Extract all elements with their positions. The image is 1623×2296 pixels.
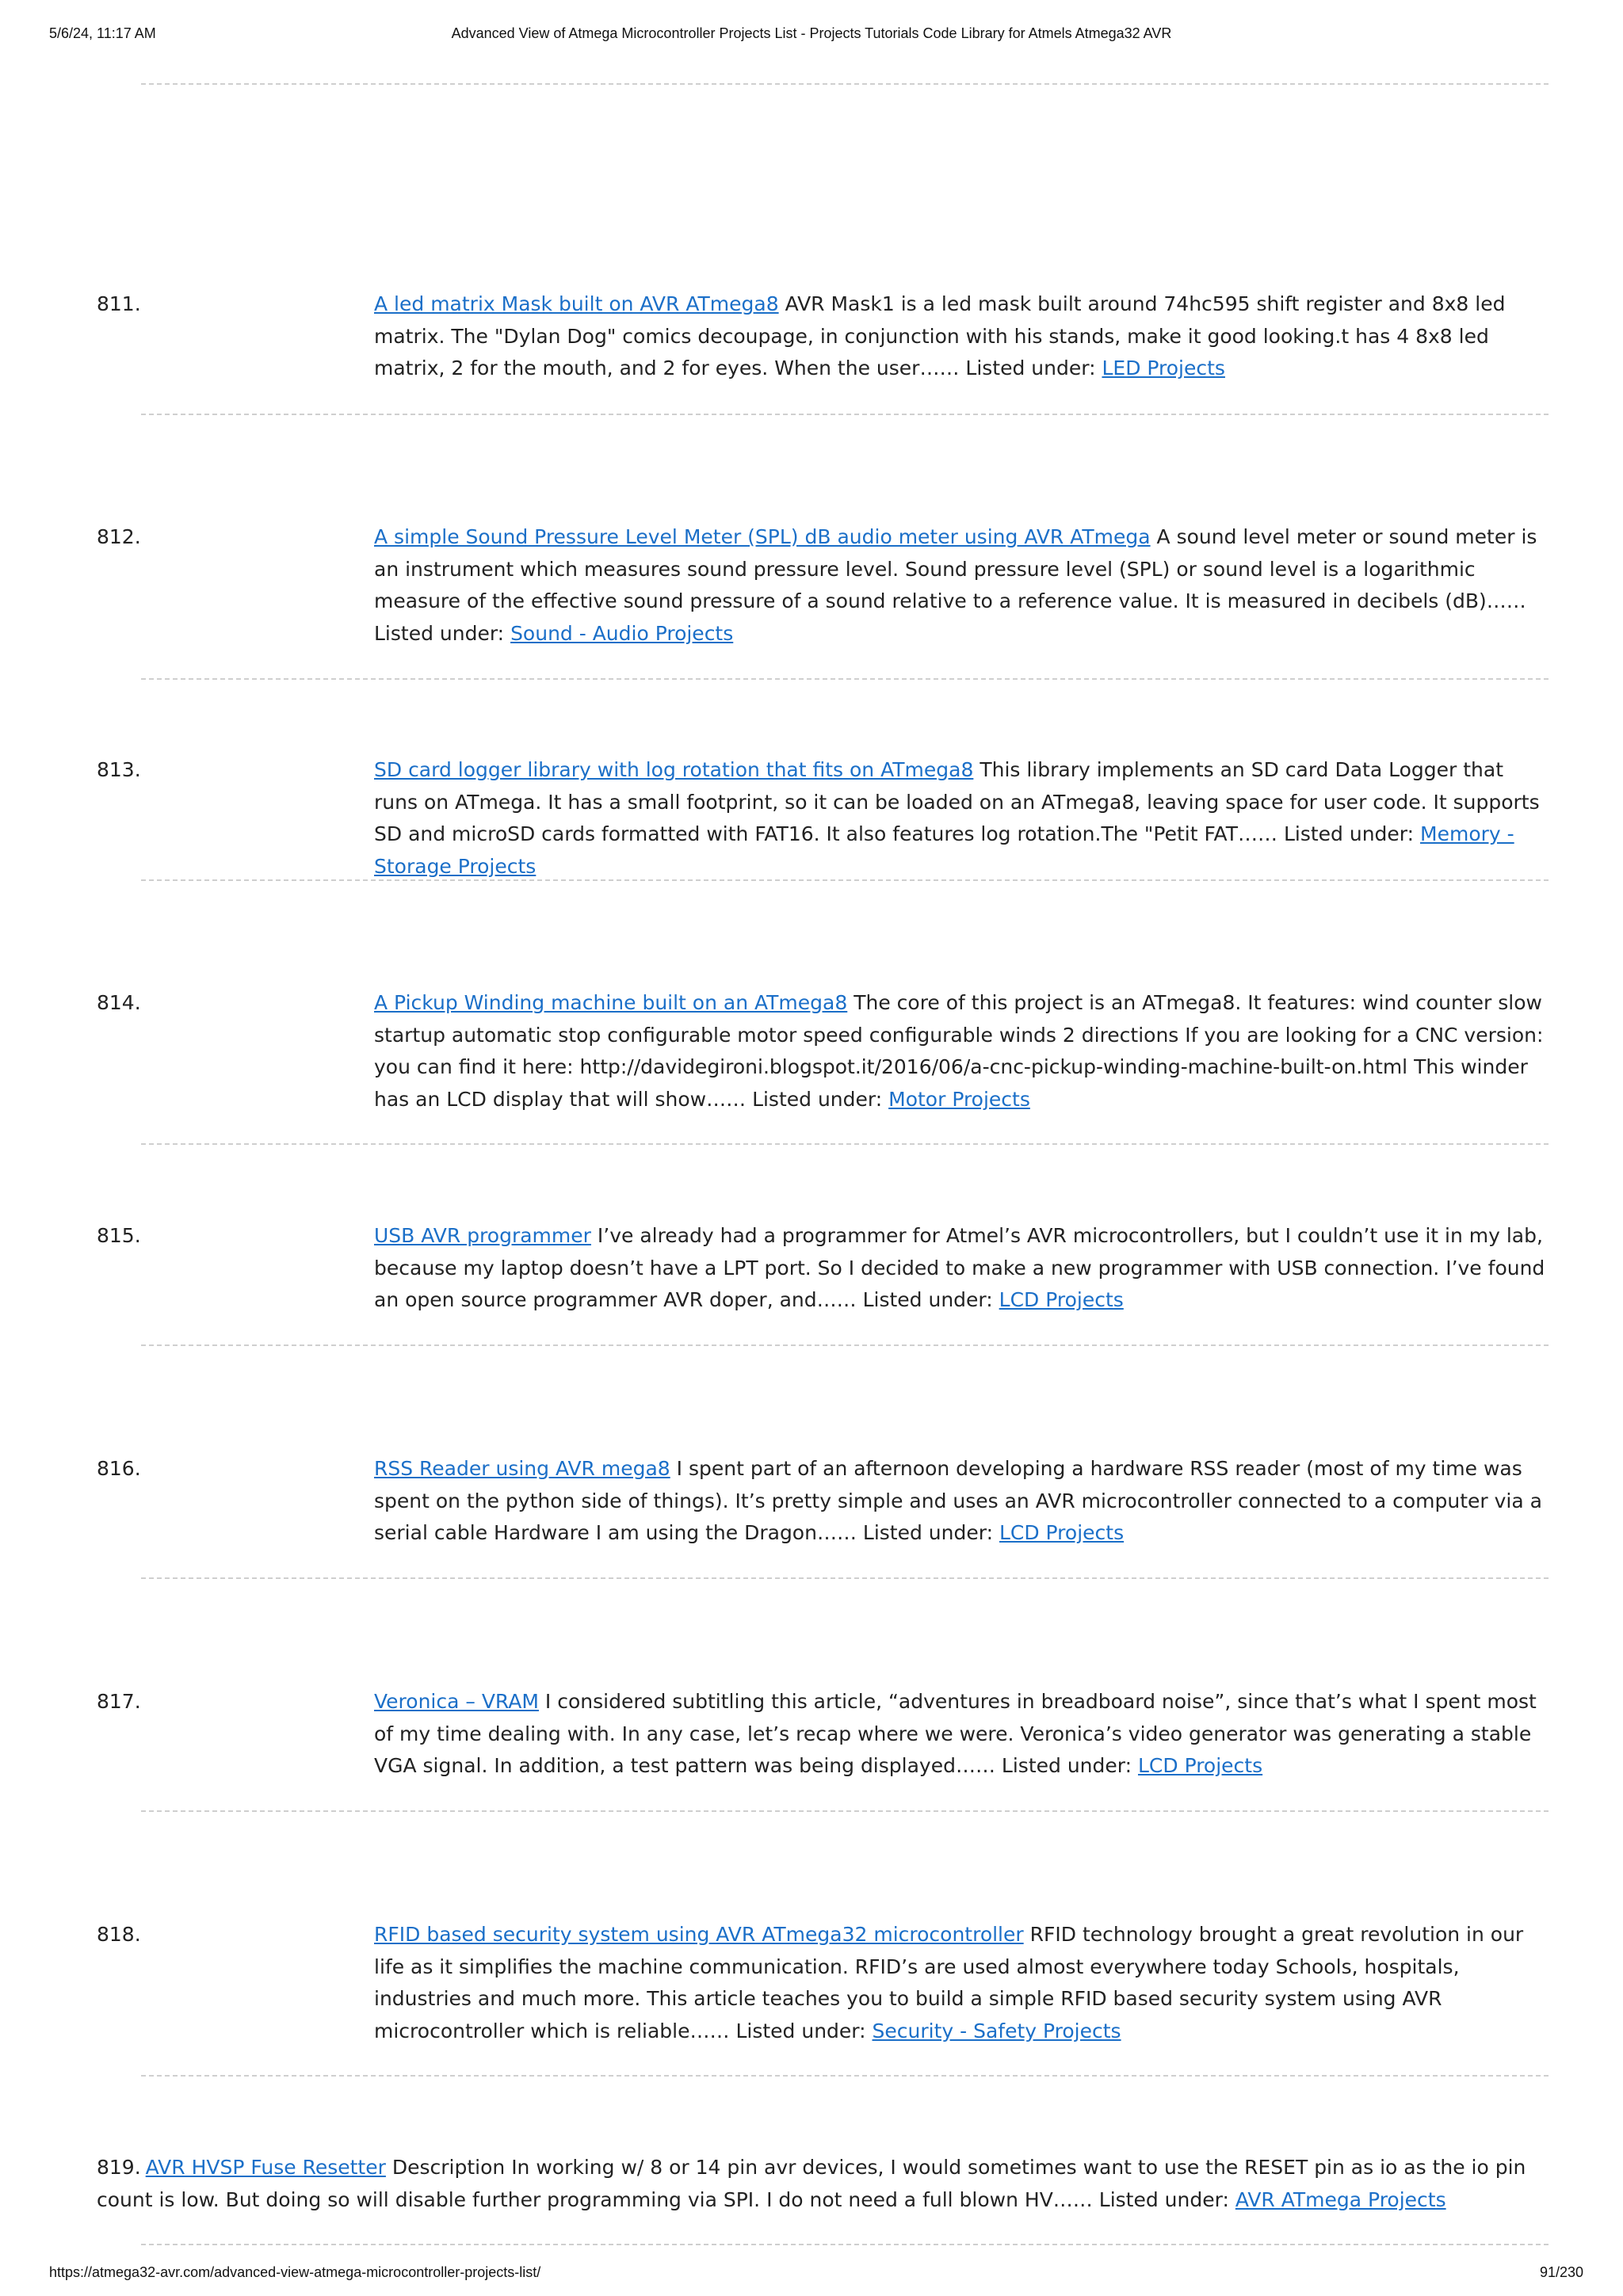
project-title-link[interactable]: RFID based security system using AVR ATmega32 microcontroller xyxy=(374,1923,1024,1946)
divider xyxy=(141,83,1549,85)
divider xyxy=(141,414,1549,415)
listed-under-label: Listed under: xyxy=(1098,2187,1229,2211)
item-description: AVR Mask1 is a led mask built around 74hc595 shift register and 8x8 led matrix. The "Dylan Dog" comics decoupage, in conjunction with his stands, make it good looking.t has 4 8x8 led matrix, 2 for the mouth, and 2 for eyes. When the user…… xyxy=(374,292,1506,379)
item-description: The core of this project is an ATmega8. It features: wind counter slow startup automatic stop configurable motor speed configurable winds 2 directions If you are looking for a CNC version: you can find it here: http://davidegironi.blogspot.it/2016/06/a-cnc-pickup-winding-machine-built-on.html This winder has an LCD display that will show…… xyxy=(374,991,1544,1111)
listed-under-label: Listed under: xyxy=(862,1521,994,1544)
category-link[interactable]: LCD Projects xyxy=(999,1288,1124,1311)
print-url: https://atmega32-avr.com/advanced-view-atmega-microcontroller-projects-list/ xyxy=(49,2264,541,2280)
listed-under-label: Listed under: xyxy=(752,1087,883,1111)
item-description-block xyxy=(374,987,1549,1116)
item-number: 815. xyxy=(97,1224,141,1247)
divider xyxy=(141,1344,1549,1346)
item-description-block xyxy=(374,288,1549,385)
listed-under-label: Listed under: xyxy=(862,1288,993,1311)
print-page-title: Advanced View of Atmega Microcontroller Projects List - Projects Tutorials Code Library for Atmels Atmega32 AVR xyxy=(451,25,1172,41)
item-description: This library implements an SD card Data Logger that runs on ATmega. It has a small footprint, so it can be loaded on an ATmega8, leaving space for user code. It supports SD and microSD cards formatted with FAT16. It also features log rotation.The "Petit FAT…… xyxy=(374,758,1540,845)
item-description: I spent part of an afternoon developing a hardware RSS reader (most of my time was spent on the python side of things). It’s pretty simple and uses an AVR microcontroller connected to a computer via a serial cable Hardware I am using the Dragon…… xyxy=(374,1457,1542,1544)
project-title-link[interactable]: A simple Sound Pressure Level Meter (SPL) dB audio meter using AVR ATmega xyxy=(374,525,1151,548)
divider xyxy=(141,879,1549,881)
item-description: RFID technology brought a great revolution in our life as it simplifies the machine communication. RFID’s are used almost everywhere today Schools, hospitals, industries and much more. This article teaches you to build a simple RFID based security system using AVR microcontroller which is reliable…… xyxy=(374,1923,1524,2042)
project-title-link[interactable]: A Pickup Winding machine built on an ATmega8 xyxy=(374,991,848,1014)
item-number: 816. xyxy=(97,1457,141,1480)
item-description: I considered subtitling this article, “adventures in breadboard noise”, since that’s what I spent most of my time dealing with. In any case, let’s recap where we were. Veronica’s video generator was generating a stable VGA signal. In addition, a test pattern was being displayed…… xyxy=(374,1690,1537,1777)
category-link[interactable]: Motor Projects xyxy=(888,1087,1030,1111)
print-datetime: 5/6/24, 11:17 AM xyxy=(49,25,156,41)
category-link[interactable]: LCD Projects xyxy=(999,1521,1125,1544)
item-description-block xyxy=(374,1453,1549,1550)
item-number: 811. xyxy=(97,292,141,315)
project-title-link[interactable]: A led matrix Mask built on AVR ATmega8 xyxy=(374,292,779,315)
item-number: 817. xyxy=(97,1690,141,1713)
item-number: 814. xyxy=(97,991,141,1014)
item-description-block xyxy=(374,1919,1549,2047)
listed-under-label: Listed under: xyxy=(735,2019,866,2042)
item-description: I’ve already had a programmer for Atmel’s AVR microcontrollers, but I couldn’t use it in my lab, because my laptop doesn’t have a LPT port. So I decided to make a new programmer with USB connection. I’ve found an open source programmer AVR doper, and…… xyxy=(374,1224,1545,1311)
item-number: 812. xyxy=(97,525,141,548)
item-description-block xyxy=(374,1220,1549,1317)
listed-under-label: Listed under: xyxy=(965,357,1096,379)
category-link[interactable]: LED Projects xyxy=(1102,357,1225,379)
category-link[interactable]: Memory - Storage Projects xyxy=(374,822,1514,878)
item-number: 813. xyxy=(97,758,141,781)
listed-under-label: Listed under: xyxy=(1283,822,1415,845)
listed-under-label: Listed under: xyxy=(374,621,505,645)
project-title-link[interactable]: AVR HVSP Fuse Resetter xyxy=(145,2156,386,2179)
page-counter: 91/230 xyxy=(1539,2264,1583,2280)
item-description-block xyxy=(374,521,1549,650)
item-description: A sound level meter or sound meter is an instrument which measures sound pressure level. Sound pressure level (SPL) or sound level is a logarithmic measure of the effective sound pressure of a sound relative to a reference value. It is measured in decibels (dB)…… xyxy=(374,525,1537,612)
divider xyxy=(141,1143,1549,1145)
print-footer xyxy=(0,2264,1623,2283)
project-title-link[interactable]: Veronica – VRAM xyxy=(374,1690,539,1713)
item-description-block xyxy=(374,754,1549,883)
print-header xyxy=(0,25,1623,44)
divider xyxy=(141,2075,1549,2077)
project-title-link[interactable]: RSS Reader using AVR mega8 xyxy=(374,1457,670,1480)
category-link[interactable]: LCD Projects xyxy=(1137,1754,1263,1777)
divider xyxy=(141,678,1549,680)
item-description: Description In working w/ 8 or 14 pin avr devices, I would sometimes want to use the RESET pin as io as the io pin count is low. But doing so will disable further programming via SPI. I do not need a full blown HV…… xyxy=(97,2156,1526,2211)
divider xyxy=(141,2244,1549,2245)
category-link[interactable]: Security - Safety Projects xyxy=(872,2019,1121,2042)
category-link[interactable]: Sound - Audio Projects xyxy=(510,621,734,645)
listed-under-label: Listed under: xyxy=(1001,1754,1132,1777)
divider xyxy=(141,1577,1549,1579)
item-number: 818. xyxy=(97,1923,141,1946)
divider xyxy=(141,1810,1549,1812)
category-link[interactable]: AVR ATmega Projects xyxy=(1235,2187,1446,2211)
item-number: 819. xyxy=(97,2156,141,2179)
item-description-block xyxy=(97,2152,1549,2216)
item-description-block xyxy=(374,1686,1549,1783)
project-title-link[interactable]: SD card logger library with log rotation that fits on ATmega8 xyxy=(374,758,974,781)
project-title-link[interactable]: USB AVR programmer xyxy=(374,1224,591,1247)
